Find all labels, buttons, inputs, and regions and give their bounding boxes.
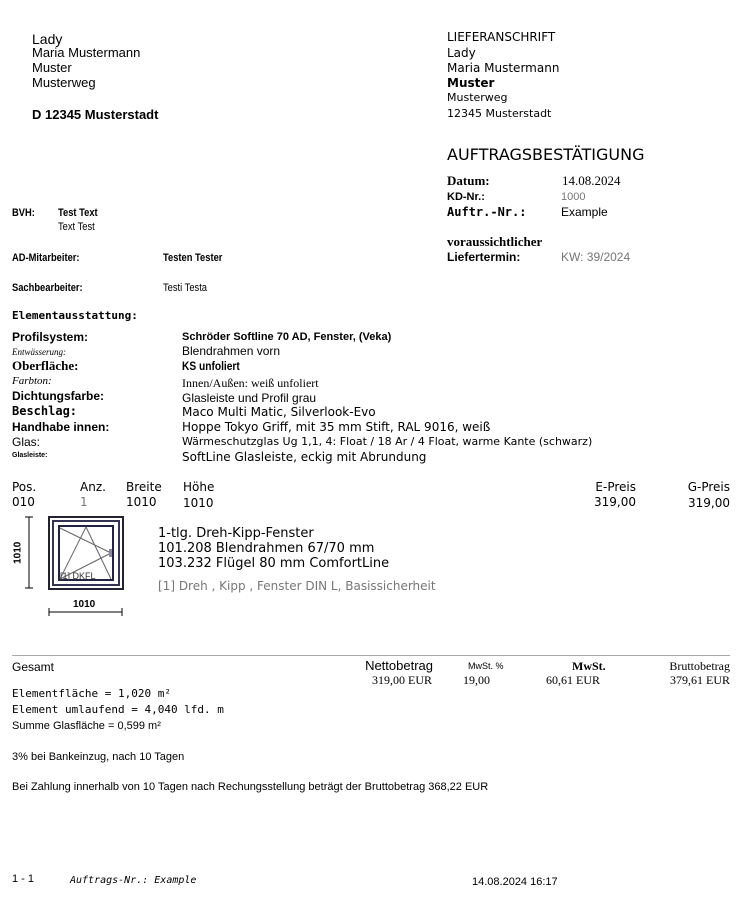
kd-value: 1000 <box>561 191 586 203</box>
ad-value: Testen Tester <box>163 252 223 264</box>
salutation: Lady <box>447 46 476 60</box>
liefer-label1: voraussichtlicher <box>447 234 543 249</box>
auftr-value: Example <box>561 205 608 219</box>
h-hoehe: Höhe <box>183 480 215 494</box>
desc3: 103.232 Flügel 80 mm ComfortLine <box>158 556 390 571</box>
farb-value: Innen/Außen: weiß unfoliert <box>182 376 319 390</box>
gl-value: SoftLine Glasleiste, eckig mit Abrundung <box>182 450 427 464</box>
divider <box>12 655 730 656</box>
beschlag-value: Maco Multi Matic, Silverlook-Evo <box>182 405 376 419</box>
city: D 12345 Musterstadt <box>32 107 159 122</box>
hoehe: 1010 <box>183 496 214 510</box>
profil-value: Schröder Softline 70 AD, Fenster, (Veka) <box>182 331 392 343</box>
dim-width: 1010 <box>73 599 96 610</box>
glas-label: Glas: <box>12 435 41 449</box>
h-pos: Pos. <box>12 480 37 494</box>
footer-auftr: Auftrags-Nr.: Example <box>70 875 197 886</box>
desc1: 1-tlg. Dreh-Kipp-Fenster <box>158 526 314 541</box>
glasflaeche: Summe Glasfläche = 0,599 m² <box>12 720 161 732</box>
bvh-line2: Text Test <box>58 221 95 233</box>
name: Maria Mustermann <box>32 45 141 60</box>
entw-value: Blendrahmen vorn <box>182 344 281 358</box>
ober-value: KS unfoliert <box>182 359 240 373</box>
bvh-label: BVH: <box>12 207 35 219</box>
mwst-label: MwSt. <box>572 659 606 673</box>
epreis: 319,00 <box>594 495 636 509</box>
brutto-label: Bruttobetrag <box>669 659 730 673</box>
liefer-label2: Liefertermin: <box>447 250 521 264</box>
zahlung: Bei Zahlung innerhalb von 10 Tagen nach Rechungsstellung beträgt der Bruttobetrag 368,22 EUR <box>12 781 489 793</box>
hand-value: Hoppe Tokyo Griff, mit 35 mm Stift, RAL 9016, weiß <box>182 420 491 434</box>
auftr-label: Auftr.-Nr.: <box>447 205 527 219</box>
line3: Muster <box>32 60 72 75</box>
kd-label: KD-Nr.: <box>447 191 485 203</box>
dicht-label: Dichtungsfarbe: <box>12 389 105 403</box>
umlaufend: Element umlaufend = 4,040 lfd. m <box>12 703 224 716</box>
brutto: 379,61 EUR <box>670 673 730 687</box>
netto-label: Nettobetrag <box>365 658 433 673</box>
pos: 010 <box>12 495 35 509</box>
flaeche: Elementfläche = 1,020 m² <box>12 687 171 700</box>
h-epreis: E-Preis <box>595 480 636 494</box>
mwst: 60,61 EUR <box>546 673 600 687</box>
hand-label: Handhabe innen: <box>12 420 110 434</box>
city: 12345 Musterstadt <box>447 107 552 120</box>
dicht-value: Glasleiste und Profil grau <box>182 391 317 405</box>
footer-datetime: 14.08.2024 16:17 <box>472 876 558 888</box>
desc4: [1] Dreh , Kipp , Fenster DIN L, Basissicherheit <box>158 579 436 593</box>
mwstp: 19,00 <box>463 673 490 687</box>
sash-label: [1] DKFL <box>60 571 96 581</box>
h-gpreis: G-Preis <box>687 480 730 494</box>
salutation: Lady <box>32 31 63 47</box>
ad-label: AD-Mitarbeiter: <box>12 252 80 264</box>
breite: 1010 <box>126 495 157 509</box>
dim-height: 1010 <box>12 541 24 564</box>
name: Maria Mustermann <box>447 61 560 75</box>
profil-label: Profilsystem: <box>12 330 89 344</box>
equipment-heading: Elementausstattung: <box>12 309 138 322</box>
gesamt: Gesamt <box>12 660 55 674</box>
street: Musterweg <box>32 75 96 90</box>
beschlag-label: Beschlag: <box>12 404 78 418</box>
ober-label: Oberfläche: <box>12 358 79 373</box>
datum-value: 14.08.2024 <box>562 173 621 188</box>
mwstp-label: MwSt. % <box>468 661 504 671</box>
sach-value: Testi Testa <box>163 282 208 294</box>
doc-title: AUFTRAGSBESTÄTIGUNG <box>447 145 645 164</box>
street: Musterweg <box>447 91 508 104</box>
skonto: 3% bei Bankeinzug, nach 10 Tagen <box>12 751 185 763</box>
datum-label: Datum: <box>447 173 490 188</box>
gpreis: 319,00 <box>688 496 730 510</box>
netto: 319,00 EUR <box>372 673 432 687</box>
window-drawing <box>12 514 132 620</box>
footer-page: 1 - 1 <box>12 873 35 885</box>
glas-value: Wärmeschutzglas Ug 1,1, 4: Float / 18 Ar / 4 Float, warme Kante (schwarz) <box>182 435 593 448</box>
desc2: 101.208 Blendrahmen 67/70 mm <box>158 541 375 556</box>
entw-label: Entwässerung: <box>12 347 66 357</box>
anz: 1 <box>80 495 88 509</box>
h-breite: Breite <box>126 480 162 494</box>
gl-label: Glasleiste: <box>12 452 48 459</box>
delivery-heading: LIEFERANSCHRIFT <box>447 30 556 44</box>
bvh-line1: Test Text <box>58 207 98 219</box>
line3: Muster <box>447 76 495 90</box>
sach-label: Sachbearbeiter: <box>12 282 83 294</box>
farb-label: Farbton: <box>12 375 52 387</box>
liefer-value: KW: 39/2024 <box>561 250 631 264</box>
h-anz: Anz. <box>80 480 106 494</box>
